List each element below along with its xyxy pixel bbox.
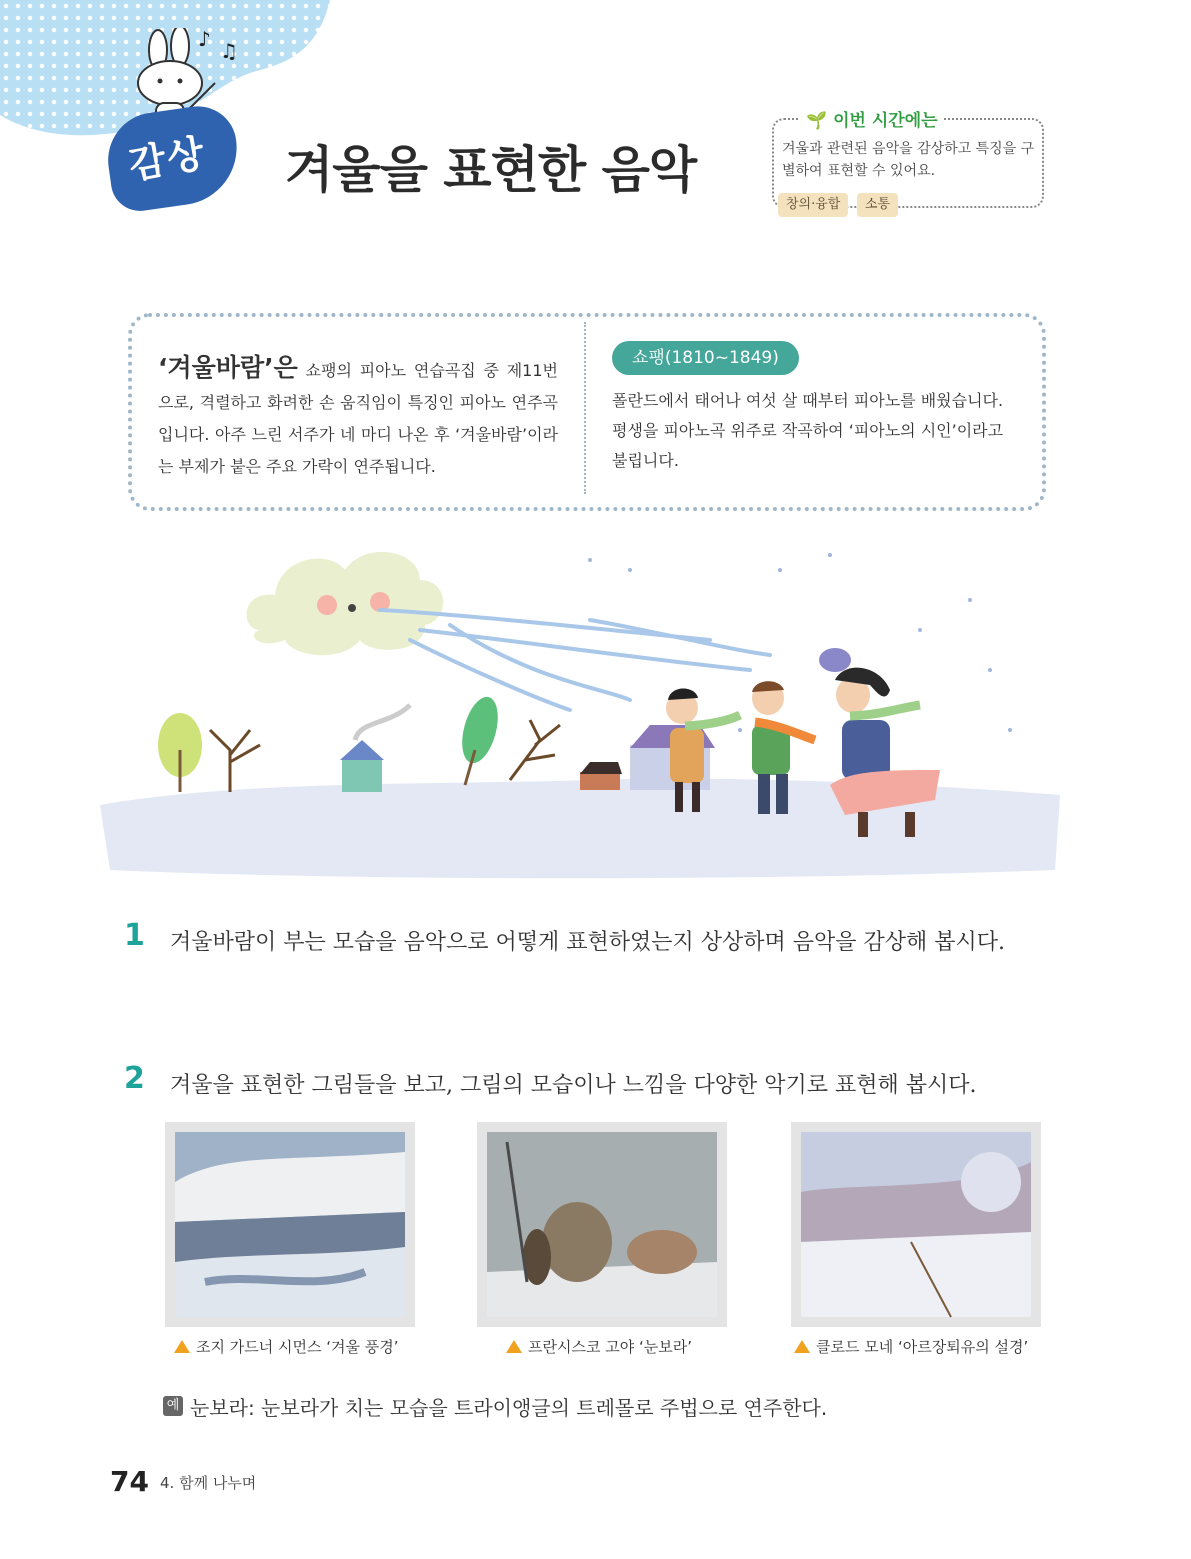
question-text: 겨울을 표현한 그림들을 보고, 그림의 모습이나 느낌을 다양한 악기로 표현해 봅시다. bbox=[170, 1073, 977, 1098]
composer-description: 폴란드에서 태어나 여섯 살 때부터 피아노를 배웠습니다. 평생을 피아노곡 위주로 작곡하여 ‘피아노의 시인’이라고 불립니다. bbox=[612, 391, 1004, 470]
painting-caption bbox=[174, 1336, 399, 1357]
question-text: 겨울바람이 부는 모습을 음악으로 어떻게 표현하였는지 상상하며 음악을 감상해 봅시다. bbox=[170, 930, 1006, 955]
piece-description-text: 쇼팽의 피아노 연습곡집 중 제11번으로, 격렬하고 화려한 손 움직임이 특징인 피아노 연주곡입니다. 아주 느린 서주가 네 마디 나온 후 ‘겨울바람’이라는 부제가 붙은 주요 가락이 연주됩니다. bbox=[158, 361, 558, 476]
svg-text:♫: ♫ bbox=[220, 39, 238, 63]
page-title: 겨울을 표현한 음악 bbox=[285, 141, 697, 199]
piece-title: ‘겨울바람’은 bbox=[158, 353, 298, 382]
painting-caption-text: 프란시스코 고야 ‘눈보라’ bbox=[528, 1338, 692, 1356]
painting-frame bbox=[477, 1122, 727, 1327]
painting-winter-landscape bbox=[165, 1122, 415, 1327]
winter-wind-illustration bbox=[90, 530, 1070, 890]
composer-label: 쇼팽(1810~1849) bbox=[612, 341, 799, 375]
triangle-icon bbox=[794, 1340, 810, 1353]
info-divider bbox=[584, 322, 586, 494]
question-number: 2 bbox=[124, 1061, 145, 1096]
example-text: 눈보라: 눈보라가 치는 모습을 트라이앵글의 트레몰로 주법으로 연주한다. bbox=[190, 1396, 828, 1420]
painting-frame bbox=[165, 1122, 415, 1327]
example-badge: 예 bbox=[163, 1396, 183, 1416]
objective-heading bbox=[800, 106, 944, 131]
painting-caption bbox=[506, 1336, 692, 1357]
section-badge: 감상 bbox=[125, 130, 210, 188]
objective-text: 겨울과 관련된 음악을 감상하고 특징을 구별하여 표현할 수 있어요. bbox=[782, 141, 1035, 179]
painting-caption-text: 클로드 모네 ‘아르장퇴유의 설경’ bbox=[816, 1338, 1029, 1356]
painting-caption-text: 조지 가드너 시먼스 ‘겨울 풍경’ bbox=[196, 1338, 399, 1356]
painting-snow-at-argenteuil bbox=[791, 1122, 1041, 1327]
triangle-icon bbox=[174, 1340, 190, 1353]
painting-snowstorm bbox=[477, 1122, 727, 1327]
page-number: 74 bbox=[110, 1465, 149, 1498]
sprout-icon: 🌱 bbox=[806, 111, 828, 131]
svg-text:♪: ♪ bbox=[198, 28, 211, 51]
competency-tag: 창의·융합 bbox=[778, 193, 848, 217]
painting-caption bbox=[794, 1336, 1028, 1357]
triangle-icon bbox=[506, 1340, 522, 1353]
competency-tag: 소통 bbox=[857, 193, 898, 217]
objective-heading-text: 이번 시간에는 bbox=[833, 111, 938, 131]
chapter-label: 4. 함께 나누며 bbox=[160, 1474, 257, 1492]
painting-frame bbox=[791, 1122, 1041, 1327]
piece-description bbox=[158, 352, 558, 483]
question-number: 1 bbox=[124, 918, 145, 953]
